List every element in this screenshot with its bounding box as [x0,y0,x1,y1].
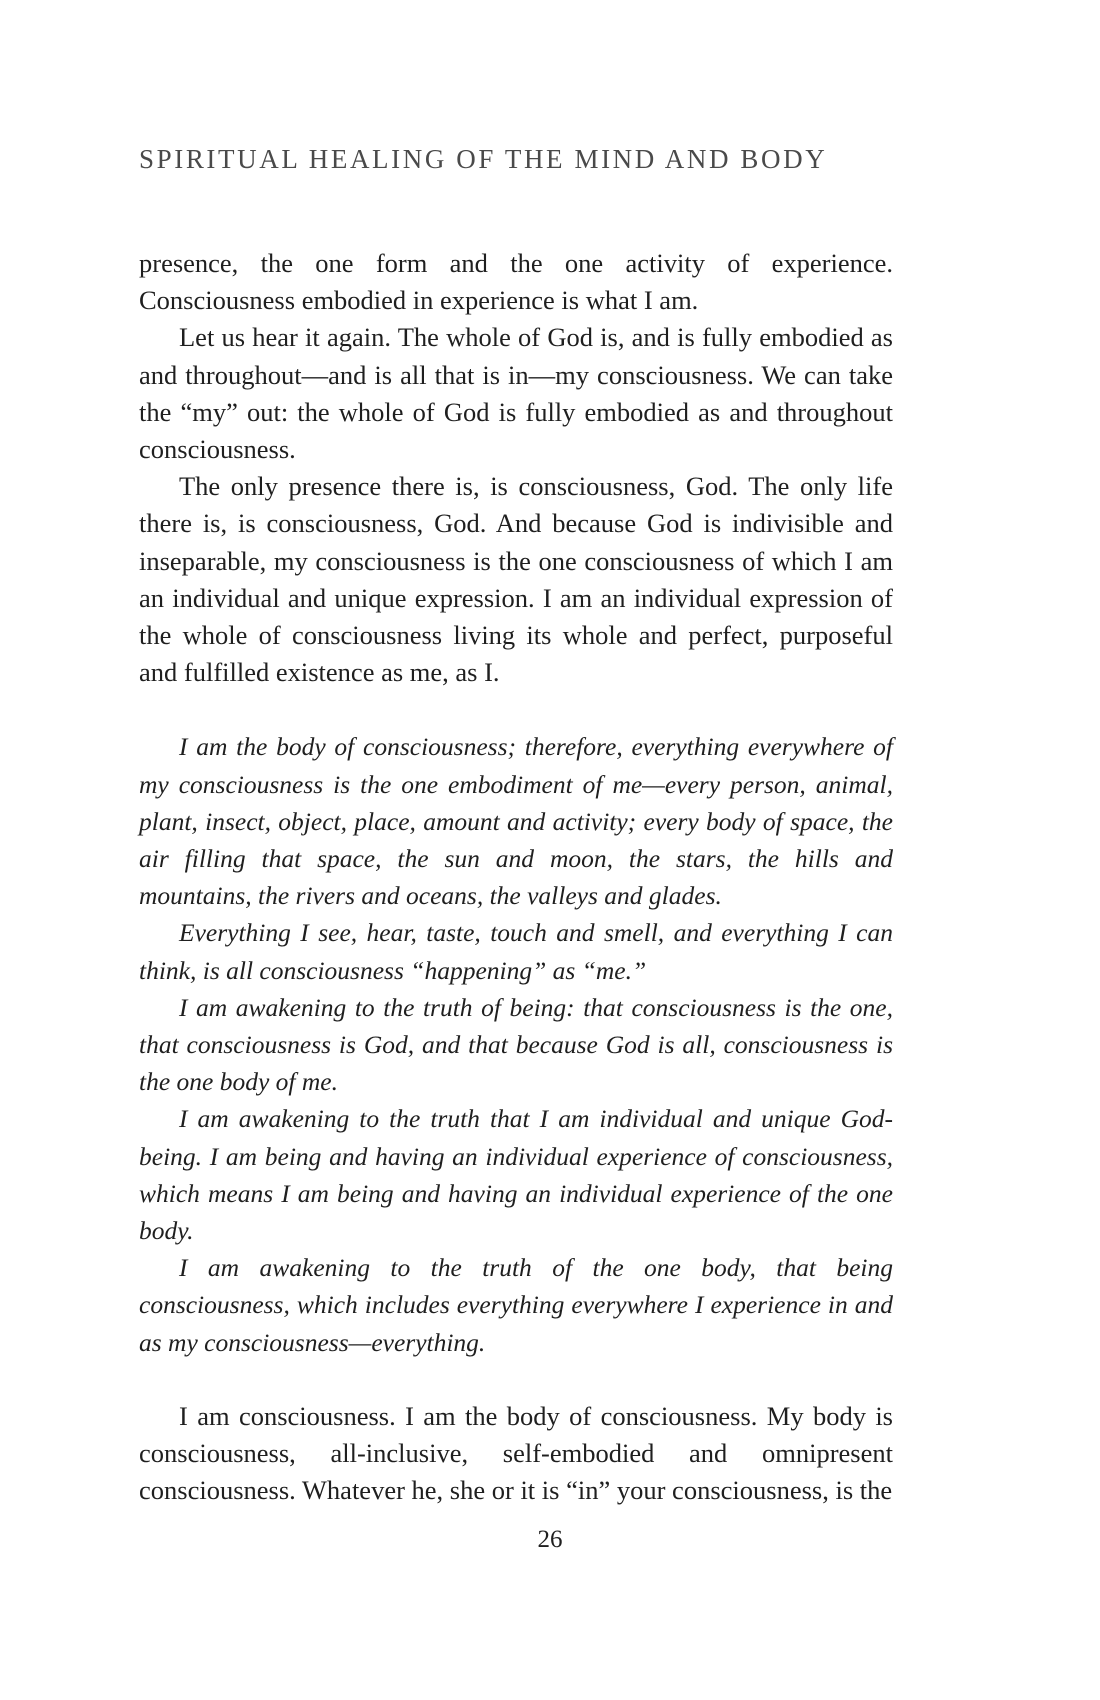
italic-paragraph: I am the body of consciousness; therefore, everything everywhere of my consciousness is the one embodiment of me—every person, animal, plant, insect, object, place, amount and activity; every body of space, the air filling that space, the sun and moon, the stars, the hills and mountains, the rivers and oceans, the valleys and glades. [139,732,893,911]
page-number: 26 [537,1526,563,1553]
meditation-block [139,728,893,1360]
italic-paragraph: Everything I see, hear, taste, touch and smell, and everything I can think, is all consciousness “happening” as “me.” [139,918,893,985]
paragraph: presence, the one form and the one activity of experience. Consciousness embodied in experience is what I am. [139,248,893,316]
body-text [139,245,893,1510]
italic-paragraph: I am awakening to the truth of the one body, that being consciousness, which includes everything everywhere I experience in and as my consciousness—everything. [139,1253,893,1357]
closing-paragraph: I am consciousness. I am the body of consciousness. My body is consciousness, all-inclusive, self-embodied and omnipresent consciousness. Whatever he, she or it is “in” your consciousness, is the [139,1400,893,1506]
running-head: SPIRITUAL HEALING OF THE MIND AND BODY [139,144,828,174]
italic-paragraph: I am awakening to the truth of being: that consciousness is the one, that consciousness is God, and that because God is all, consciousness is the one body of me. [139,992,893,1097]
italic-paragraph: I am awakening to the truth that I am individual and unique God-being. I am being and having an individual experience of consciousness, which means I am being and having an individual experience of the one body. [139,1104,893,1246]
paragraph: Let us hear it again. The whole of God is, and is fully embodied as and throughout—and is all that is in—my consciousness. We can take the “my” out: the whole of God is fully embodied as and throughout consciousness. [139,322,893,465]
paragraph: The only presence there is, is consciousness, God. The only life there is, is consciousness, God. And because God is indivisible and inseparable, my consciousness is the one consciousness of which I am an individual and unique expression. I am an individual expression of the whole of consciousness living its whole and perfect, purposeful and fulfilled existence as me, as I. [139,471,893,688]
